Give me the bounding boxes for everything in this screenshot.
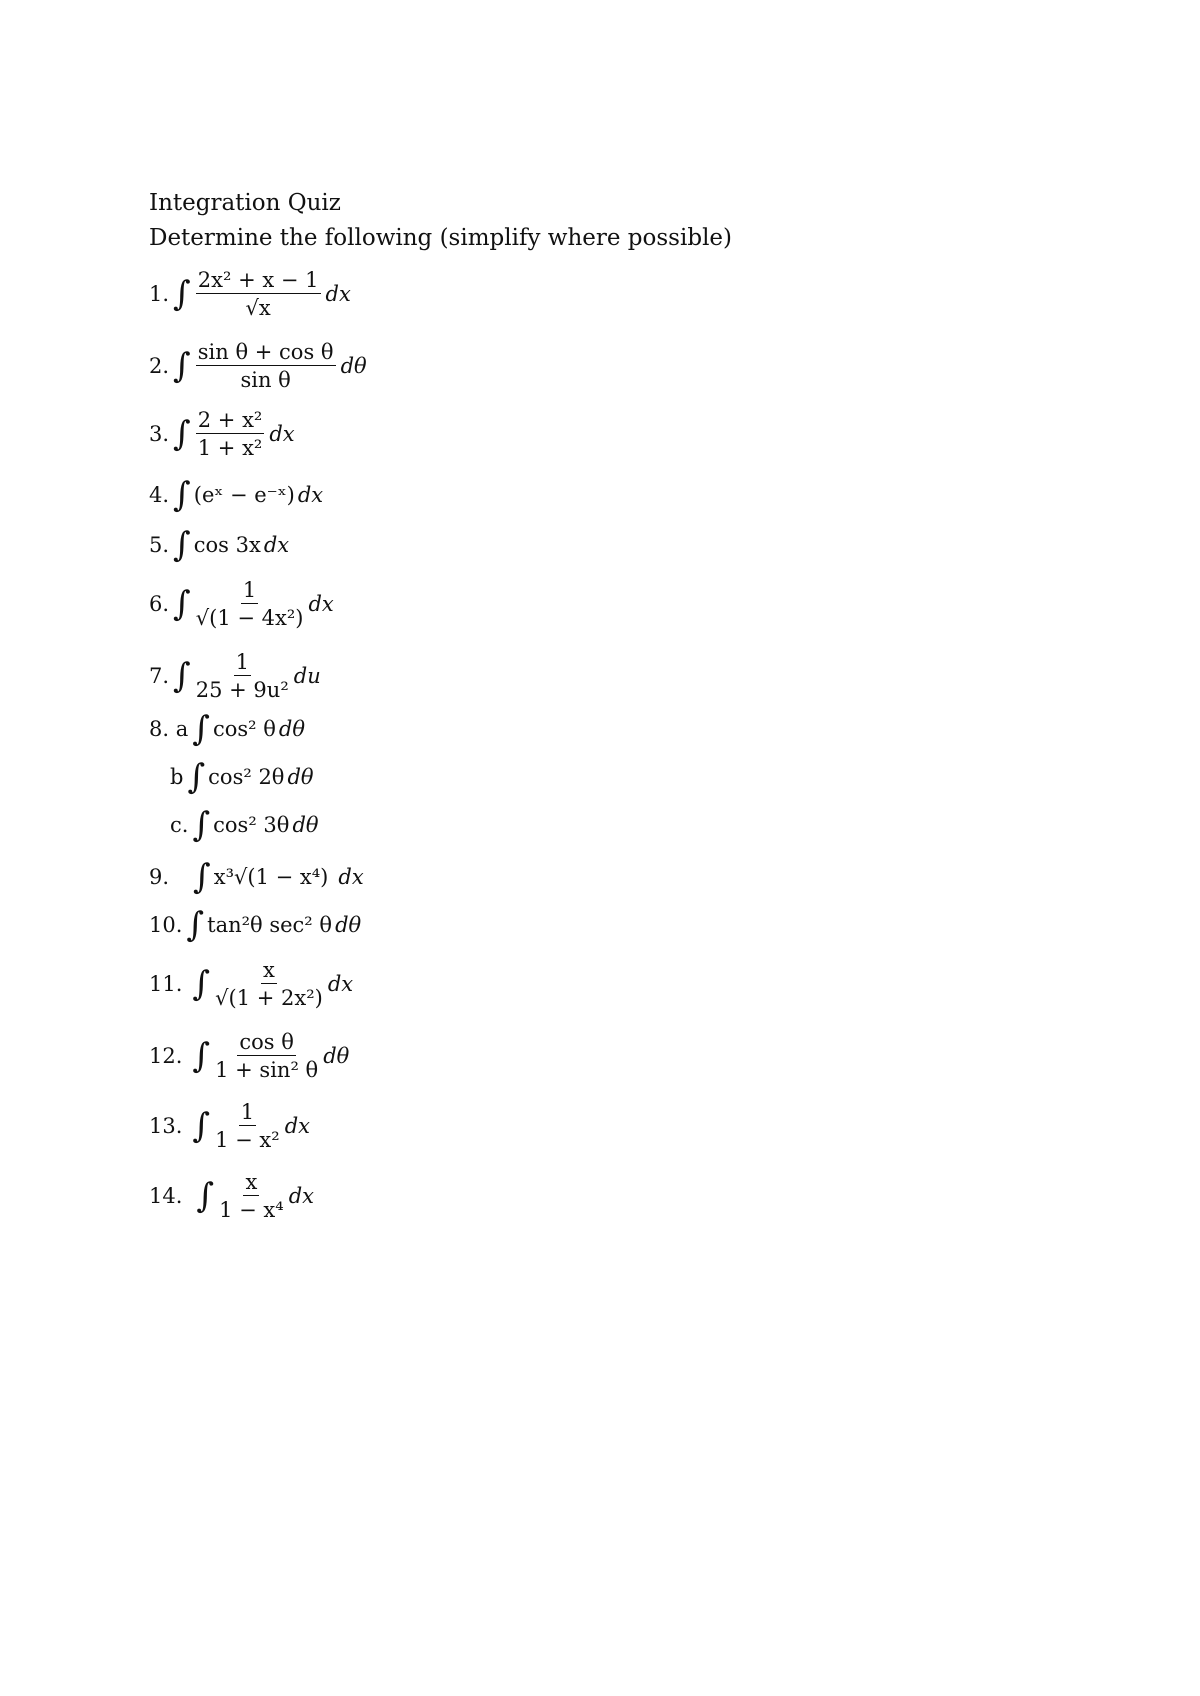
fraction: [215, 958, 323, 1010]
quiz-instructions: Determine the following (simplify where possible): [149, 225, 733, 251]
integrand: tan²θ sec² θ: [207, 913, 333, 937]
fraction: [196, 340, 336, 392]
numerator: x: [245, 1170, 258, 1194]
fraction: [196, 578, 304, 630]
integral-sign: ∫: [173, 414, 191, 454]
question-number: 4.: [149, 483, 170, 507]
differential: dx: [308, 592, 334, 616]
fraction: [196, 268, 321, 320]
denominator: 1 + x²: [197, 436, 263, 460]
question-2: [149, 340, 367, 392]
question-1: [149, 268, 351, 320]
question-8a: [149, 709, 305, 749]
integral-sign: ∫: [173, 274, 191, 314]
differential: dx: [325, 282, 351, 306]
integral-sign: ∫: [192, 964, 211, 1004]
question-14: [149, 1170, 314, 1222]
integrand: cos² 2θ: [208, 765, 285, 789]
integrand: x³√(1 − x⁴): [213, 865, 329, 889]
differential: dx: [288, 1184, 314, 1208]
numerator: x: [263, 958, 275, 982]
question-number: 8. a: [149, 717, 189, 741]
question-7: [149, 650, 321, 702]
differential: dθ: [340, 354, 367, 378]
numerator: 2x² + x − 1: [197, 268, 319, 292]
numerator: cos θ: [239, 1030, 294, 1054]
differential: dx: [297, 483, 324, 507]
question-number: 7.: [149, 664, 170, 688]
numerator: 1: [242, 578, 257, 602]
numerator: 2 + x²: [197, 408, 263, 432]
differential: dx: [338, 865, 364, 889]
denominator: sin θ: [240, 368, 291, 392]
integral-sign: ∫: [186, 905, 205, 945]
question-number: 11.: [149, 972, 183, 996]
question-number: 13.: [149, 1114, 183, 1138]
question-8b: [170, 757, 314, 797]
integral-sign: ∫: [173, 656, 191, 696]
integral-sign: ∫: [192, 709, 210, 749]
integral-sign: ∫: [173, 525, 191, 565]
question-number: 14.: [149, 1184, 183, 1208]
question-number: 6.: [149, 592, 170, 616]
question-13: [149, 1100, 310, 1152]
numerator: sin θ + cos θ: [197, 340, 334, 364]
question-number: 3.: [149, 422, 170, 446]
numerator: 1: [240, 1100, 255, 1124]
fraction: [215, 1100, 280, 1152]
fraction: [196, 650, 289, 702]
question-number: c.: [170, 813, 189, 837]
integrand: cos² 3θ: [213, 813, 290, 837]
numerator: 1: [235, 650, 249, 674]
integral-sign: ∫: [187, 757, 206, 797]
question-number: 9.: [149, 865, 170, 889]
question-3: [149, 408, 295, 460]
integrand: (eˣ − e⁻ˣ): [193, 483, 295, 507]
differential: dx: [263, 533, 290, 557]
differential: dθ: [287, 765, 314, 789]
quiz-title: Integration Quiz: [149, 190, 341, 216]
denominator: √x: [245, 296, 271, 320]
integral-sign: ∫: [196, 1176, 215, 1216]
integral-sign: ∫: [192, 1106, 211, 1146]
differential: dθ: [278, 717, 305, 741]
differential: dθ: [335, 913, 362, 937]
question-number: 1.: [149, 282, 170, 306]
differential: dx: [284, 1114, 310, 1138]
differential: dθ: [292, 813, 319, 837]
question-10: [149, 905, 362, 945]
denominator: 1 + sin² θ: [215, 1058, 319, 1082]
fraction: [219, 1170, 284, 1222]
question-number: 10.: [149, 913, 183, 937]
integral-sign: ∫: [192, 1036, 211, 1076]
fraction: [215, 1030, 318, 1082]
question-number: 12.: [149, 1044, 183, 1068]
differential: dx: [269, 422, 295, 446]
question-8c: [170, 805, 319, 845]
integrand: cos 3x: [193, 533, 261, 557]
differential: dx: [327, 972, 354, 996]
integrand: cos² θ: [212, 717, 276, 741]
denominator: 25 + 9u²: [195, 678, 289, 702]
question-11: [149, 958, 353, 1010]
integral-sign: ∫: [192, 805, 211, 845]
integral-sign: ∫: [173, 475, 191, 515]
denominator: √(1 + 2x²): [215, 986, 323, 1010]
fraction: [196, 408, 265, 460]
denominator: 1 − x⁴: [219, 1198, 284, 1222]
integral-sign: ∫: [173, 584, 191, 624]
differential: dθ: [323, 1044, 350, 1068]
question-5: [149, 525, 290, 565]
question-6: [149, 578, 334, 630]
denominator: √(1 − 4x²): [195, 606, 304, 630]
question-9: [149, 857, 364, 897]
denominator: 1 − x²: [215, 1128, 280, 1152]
integral-sign: ∫: [193, 857, 211, 897]
question-number: 2.: [149, 354, 170, 378]
differential: du: [293, 664, 321, 688]
integral-sign: ∫: [173, 346, 191, 386]
question-number: 5.: [149, 533, 170, 557]
question-12: [149, 1030, 349, 1082]
question-4: [149, 475, 324, 515]
question-number: b: [170, 765, 184, 789]
